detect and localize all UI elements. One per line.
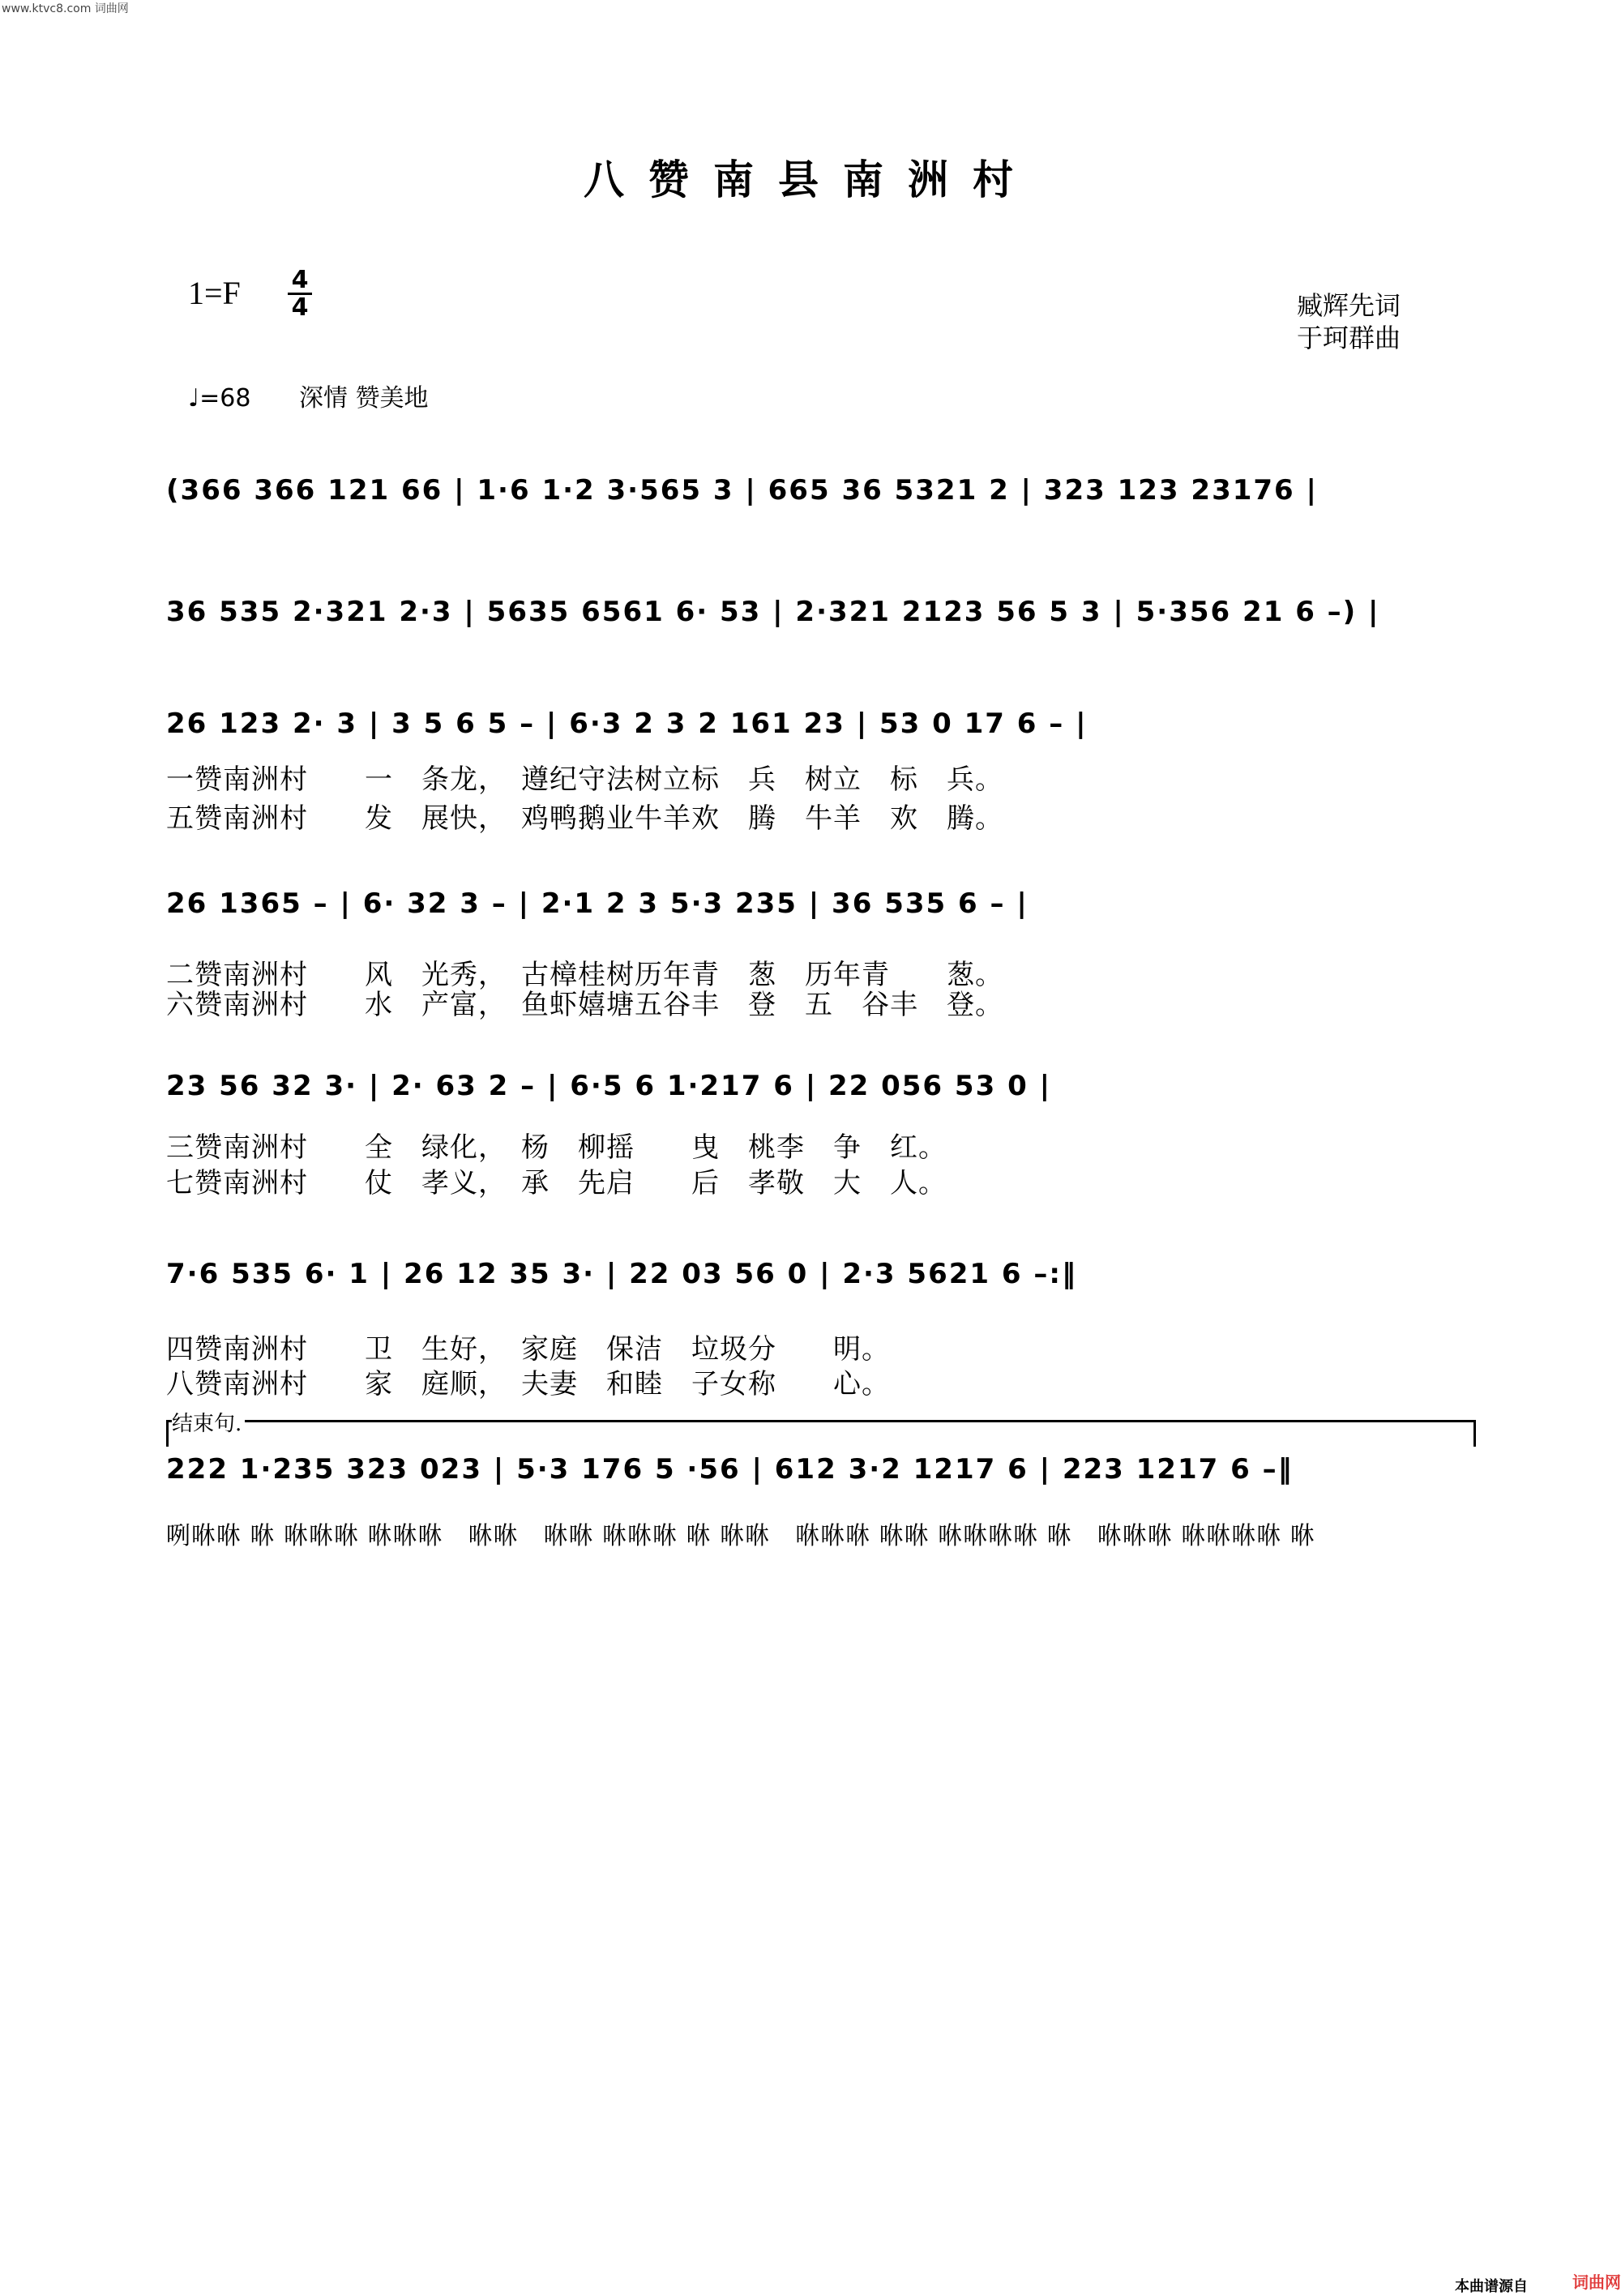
lyric-line-3: 二赞南洲村 风 光秀， 古樟桂树历年青 葱 历年青 葱。 <box>166 959 1003 991</box>
ending-label: 结束句. <box>172 1407 245 1437</box>
music-line-3: 26 123 2· 3 | 3 5 6 5 – | 6·3 2 3 2 161 23 | 53 0 17 6 – | <box>166 708 1088 740</box>
tempo-value: ♩=68 <box>188 384 251 413</box>
ending-bracket <box>166 1420 1476 1447</box>
song-title: 八赞南县南洲村 <box>584 156 1037 203</box>
music-line-2: 36 535 2·321 2·3 | 5635 6561 6· 53 | 2·321 2123 56 5 3 | 5·356 21 6 –) | <box>166 596 1380 628</box>
music-line-4: 26 1365 – | 6· 32 3 – | 2·1 2 3 5·3 235 | 36 535 6 – | <box>166 887 1029 920</box>
music-line-7: 222 1·235 323 023 | 5·3 176 5 ·56 | 612 3·2 1217 6 | 223 1217 6 –‖ <box>166 1453 1294 1486</box>
lyric-line-6: 七赞南洲村 仗 孝义， 承 先启 后 孝敬 大 人。 <box>166 1167 947 1199</box>
music-line-5: 23 56 32 3· | 2· 63 2 – | 6·5 6 1·217 6 | 22 056 53 0 | <box>166 1070 1051 1102</box>
lyricist-credit: 臧辉先词 <box>1297 290 1401 321</box>
lyric-line-5: 三赞南洲村 全 绿化， 杨 柳摇 曳 桃李 争 红。 <box>166 1131 947 1164</box>
time-signature-top: 4 <box>291 266 309 294</box>
lyric-line-7: 四赞南洲村 卫 生好， 家庭 保洁 垃圾分 明。 <box>166 1333 890 1366</box>
lyric-line-9: 咧咻咻 咻 咻咻咻 咻咻咻 咻咻 咻咻 咻咻咻 咻 咻咻 咻咻咻 咻咻 咻咻咻咻 咻 咻咻咻 咻咻咻咻 咻 <box>166 1522 1315 1550</box>
lyric-line-8: 八赞南洲村 家 庭顺， 夫妻 和睦 子女称 心。 <box>166 1368 890 1400</box>
lyric-line-2: 五赞南洲村 发 展快， 鸡鸭鹅业牛羊欢 腾 牛羊 欢 腾。 <box>166 802 1003 835</box>
footer-site-logo[interactable]: 词曲网 <box>1572 2272 1621 2292</box>
expression-marking: 深情 赞美地 <box>299 384 429 413</box>
footer-source: 本曲谱源自 <box>1455 2278 1528 2295</box>
time-signature <box>288 267 312 320</box>
tempo-marking <box>188 378 429 413</box>
composer-credit: 于珂群曲 <box>1297 323 1401 353</box>
time-signature-bottom: 4 <box>291 293 309 322</box>
lyric-line-1: 一赞南洲村 一 条龙， 遵纪守法树立标 兵 树立 标 兵。 <box>166 763 1003 796</box>
lyric-line-4: 六赞南洲村 水 产富， 鱼虾嬉塘五谷丰 登 五 谷丰 登。 <box>166 989 1003 1021</box>
site-watermark: www.ktvc8.com 词曲网 <box>2 2 129 15</box>
key-signature: 1=F <box>188 275 241 311</box>
music-line-6: 7·6 535 6· 1 | 26 12 35 3· | 22 03 56 0 | 2·3 5621 6 –:‖ <box>166 1258 1077 1290</box>
music-line-1: (366 366 121 66 | 1·6 1·2 3·565 3 | 665 36 5321 2 | 323 123 23176 | <box>166 474 1318 507</box>
empty-page-area <box>0 1580 1621 2253</box>
